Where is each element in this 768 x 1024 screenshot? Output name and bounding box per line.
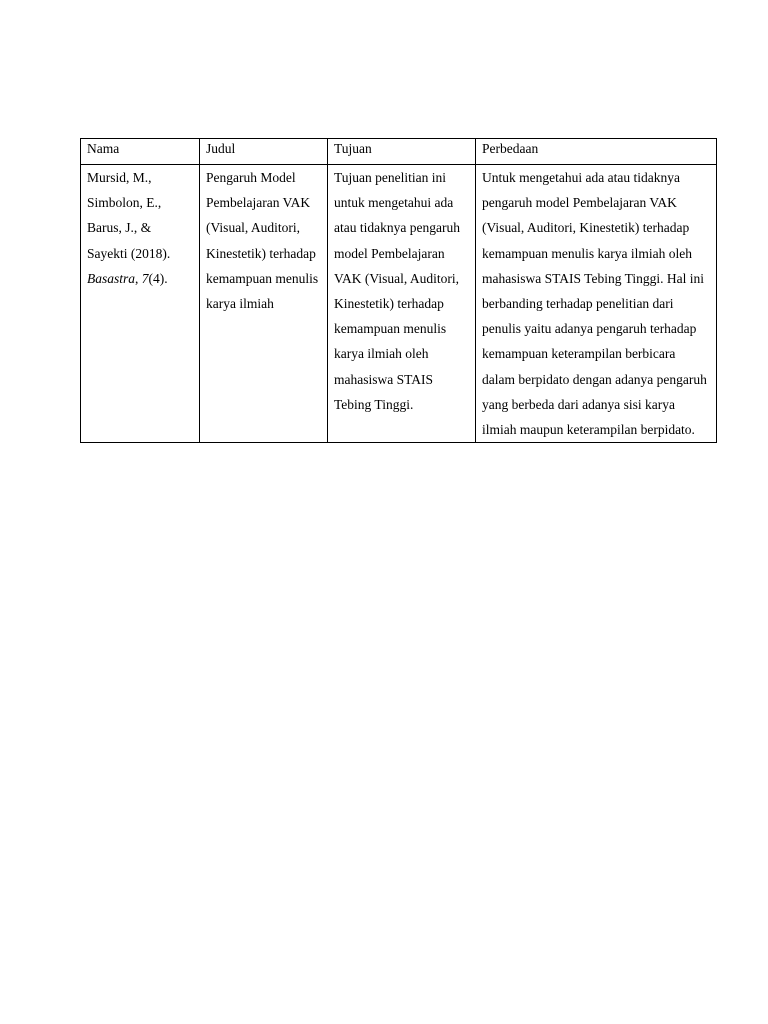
header-tujuan: Tujuan — [328, 139, 476, 165]
cell-nama — [81, 165, 200, 443]
header-perbedaan: Perbedaan — [476, 139, 717, 165]
cell-perbedaan: Untuk mengetahui ada atau tidaknya pengaruh model Pembelajaran VAK (Visual, Auditori, Kinestetik) terhadap kemampuan menulis karya ilmiah oleh mahasiswa STAIS Tebing Tinggi. Hal ini berbanding terhadap penelitian dari penulis yaitu adanya pengaruh terhadap kemampuan keterampilan berbicara dalam berpidato dengan adanya pengaruh yang berbeda dari adanya sisi karya ilmiah maupun keterampilan berpidato. — [476, 165, 717, 443]
citation-volume: 7 — [141, 270, 149, 286]
citation-separator: , — [135, 270, 142, 286]
cell-judul: Pengaruh Model Pembelajaran VAK (Visual, Auditori, Kinestetik) terhadap kemampuan menulis karya ilmiah — [200, 165, 328, 443]
citation-journal: Basastra — [87, 270, 136, 286]
literature-comparison-table — [80, 138, 717, 443]
header-nama: Nama — [81, 139, 200, 165]
citation-authors: Mursid, M., Simbolon, E., Barus, J., & Sayekti (2018). — [87, 170, 171, 261]
table-header-row — [81, 139, 717, 165]
cell-tujuan: Tujuan penelitian ini untuk mengetahui ada atau tidaknya pengaruh model Pembelajaran VAK (Visual, Auditori, Kinestetik) terhadap kemampuan menulis karya ilmiah oleh mahasiswa STAIS Tebing Tinggi. — [328, 165, 476, 443]
table-row — [81, 165, 717, 443]
citation-issue: (4). — [148, 270, 168, 286]
header-judul: Judul — [200, 139, 328, 165]
